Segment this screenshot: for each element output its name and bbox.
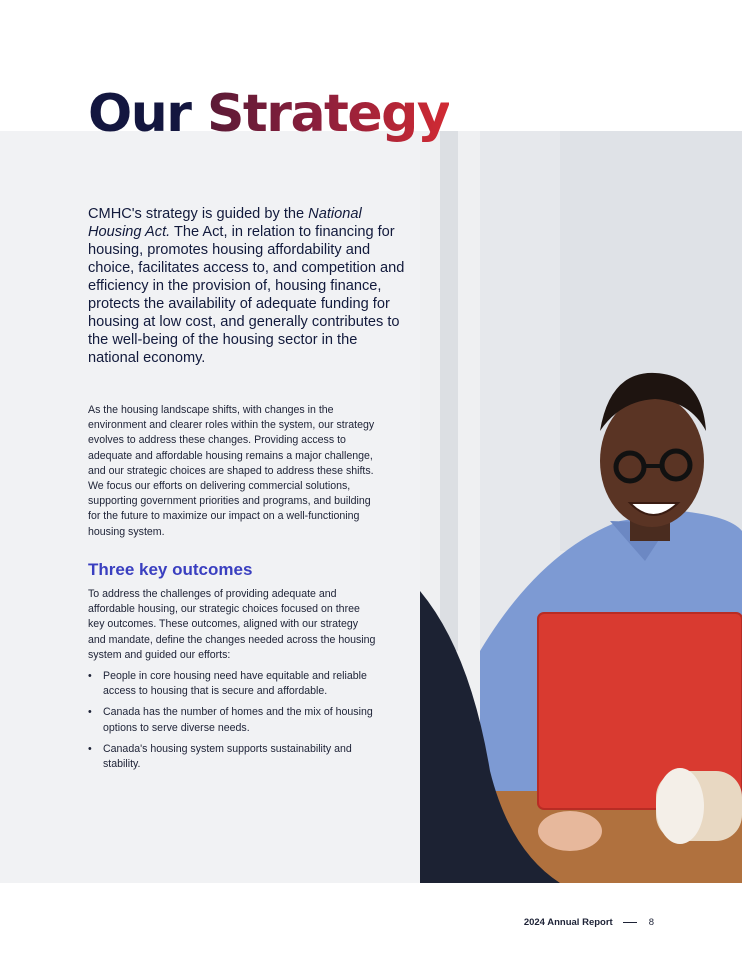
page-title [88, 84, 450, 144]
outcome-item: • People in core housing need have equitable and reliable access to housing that is secure and affordable. [88, 669, 378, 699]
report-name: 2024 Annual Report [523, 917, 613, 928]
title-word-strategy: Strategy [206, 84, 450, 144]
outcomes-intro: To address the challenges of providing adequate and affordable housing, our strategic choices focused on three key outcomes. These outcomes, aligned with our strategy and mandate, define the changes needed across the housing system and guided our efforts: [88, 588, 376, 661]
outcomes-heading: Three key outcomes [88, 560, 253, 579]
page-footer [524, 917, 654, 928]
title-word-our: Our [88, 84, 191, 144]
outcome-item: • Canada has the number of homes and the mix of housing options to serve diverse needs. [88, 705, 378, 735]
outcomes-list [88, 669, 378, 778]
intro-part1: CMHC's strategy is guided by the [88, 206, 309, 222]
act-name: National Housing Act. [88, 206, 362, 240]
intro-part2: The Act, in relation to financing for housing, promotes housing affordability and choice, facilitates access to, and competition and efficiency in the provision of, housing finance, protects the availability of adequate funding for housing at low cost, and generally contributes to the well-being of the housing sector in the national economy. [88, 224, 405, 366]
outcome-item: • Canada's housing system supports sustainability and stability. [88, 742, 378, 772]
page-number: 8 [648, 917, 654, 928]
footer-divider [623, 922, 637, 923]
intro-paragraph [88, 205, 408, 367]
photo-smiling-man-laptop [420, 131, 742, 883]
strategy-paragraph: As the housing landscape shifts, with changes in the environment and clearer roles within the system, our strategy evolves to address these changes. Providing access to adequate and affordable housing remains a major challenge, and our strategic choices are shaped to address these shifts. We focus our efforts on delivering commercial solutions, supporting government priorities and programs, and building for the future to maximize our impact on a well-functioning housing system. [88, 404, 375, 538]
